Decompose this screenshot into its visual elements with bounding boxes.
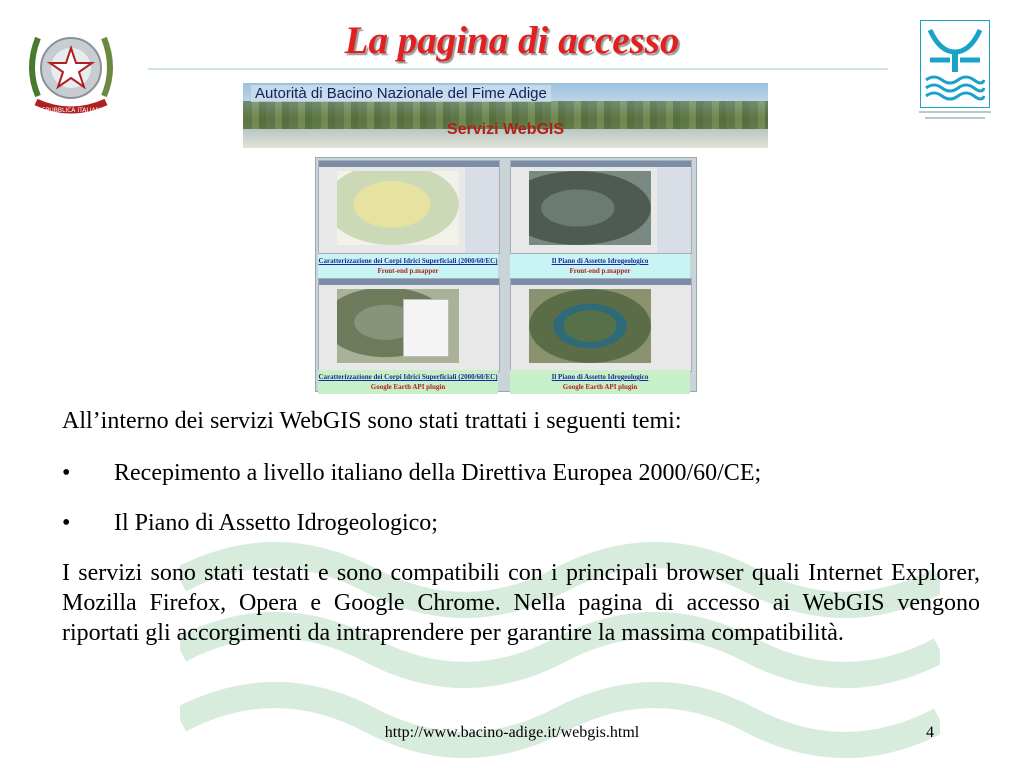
intro-text: All’interno dei servizi WebGIS sono stati trattati i seguenti temi: [62, 408, 682, 434]
bullet-item [62, 458, 761, 488]
banner-authority-name: Autorità di Bacino Nazionale del Fime Adige [251, 85, 551, 102]
svg-text:REPUBBLICA ITALIANA: REPUBBLICA ITALIANA [37, 107, 105, 114]
logo-caption-illegible [915, 108, 995, 124]
thumbnail-pmapper-water-bodies[interactable] [318, 160, 500, 254]
thumbnail-googleearth-hydrogeological[interactable] [510, 278, 692, 372]
webgis-banner [243, 83, 768, 148]
page-number: 4 [926, 724, 934, 741]
caption-link[interactable]: Caratterizzazione dei Corpi Idrici Superficiali (2000/60/EC) [318, 373, 498, 381]
title-divider [148, 68, 888, 70]
caption-link[interactable]: Il Piano di Assetto Idrogeologico [551, 373, 649, 381]
bullet-text: Il Piano di Assetto Idrogeologico; [114, 510, 438, 536]
thumbnail-pmapper-hydrogeological[interactable] [510, 160, 692, 254]
caption-link[interactable]: Caratterizzazione dei Corpi Idrici Superficiali (2000/60/EC) [318, 257, 498, 265]
bullet-text: Recepimento a livello italiano della Direttiva Europea 2000/60/CE; [114, 460, 762, 486]
bullet-item [62, 508, 438, 538]
banner-service-name: Servizi WebGIS [446, 121, 565, 138]
caption-frontend: Front-end p.mapper [569, 267, 631, 275]
caption-googleearth-hydrogeological[interactable] [510, 370, 690, 394]
thumbnail-googleearth-water-bodies[interactable] [318, 278, 500, 372]
caption-pmapper-water-bodies[interactable] [318, 254, 498, 278]
compatibility-paragraph: I servizi sono stati testati e sono compatibili con i principali browser quali Internet Explorer, Mozilla Firefox, Opera e Google Chrome. Nella pagina di accesso ai WebGIS vengono riportati gli accorgimenti da intraprendere per garantire la massima compatibilità. [62, 560, 980, 646]
caption-pmapper-hydrogeological[interactable] [510, 254, 690, 278]
caption-link[interactable]: Il Piano di Assetto Idrogeologico [551, 257, 649, 265]
footer-url[interactable]: http://www.bacino-adige.it/webgis.html [384, 724, 640, 741]
bullet-glyph: • [62, 460, 71, 486]
caption-googleearth-water-bodies[interactable] [318, 370, 498, 394]
bullet-glyph: • [62, 510, 71, 536]
caption-frontend: Front-end p.mapper [377, 267, 439, 275]
caption-plugin: Google Earth API plugin [562, 383, 638, 391]
webgis-screenshot-grid [315, 157, 697, 392]
caption-plugin: Google Earth API plugin [370, 383, 446, 391]
slide-title: La pagina di accesso [344, 19, 680, 62]
